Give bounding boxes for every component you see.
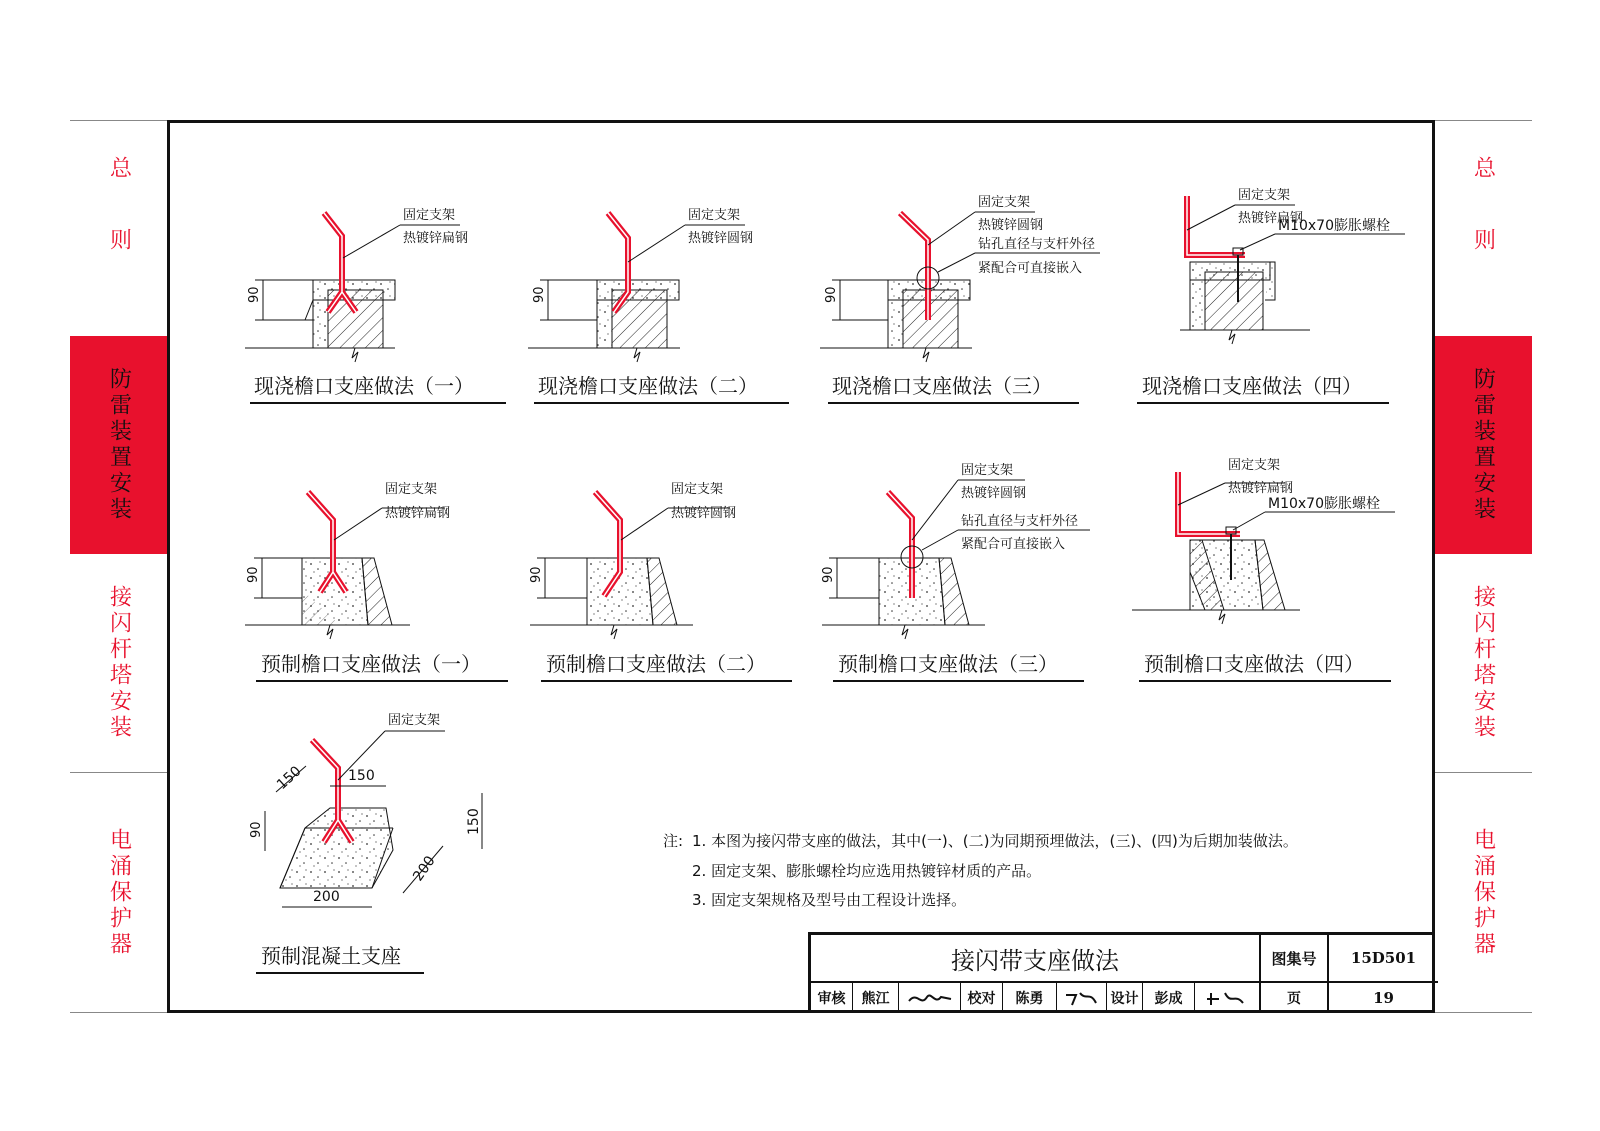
- reviewer-signature: [899, 983, 961, 1013]
- leader-line: [1187, 205, 1235, 230]
- atlas-label: 图集号: [1261, 935, 1329, 983]
- support-label: 固定支架: [978, 195, 1031, 210]
- material-label: 热镀锌扁钢: [403, 231, 469, 246]
- support-label: 固定支架: [1238, 188, 1291, 203]
- checker-name: 陈勇: [1003, 983, 1057, 1013]
- note-item: 2. 固定支架、膨胀螺栓均应选用热镀锌材质的产品。: [692, 862, 1042, 880]
- review-label: 审核: [811, 983, 853, 1013]
- detail-title: 预制檐口支座做法（二）: [546, 652, 766, 676]
- dim-text: 150: [348, 768, 375, 784]
- detail-precast-eave-4: [1132, 457, 1395, 681]
- support-label: 固定支架: [671, 482, 724, 497]
- signature-mark: [1062, 987, 1102, 1009]
- sidebar-section-label: 接闪杆塔安装: [1470, 585, 1496, 741]
- eave-concrete: [597, 300, 612, 348]
- atlas-number: 15D501: [1329, 935, 1438, 983]
- leader-line: [1233, 512, 1265, 530]
- detail-precast-eave-2: [529, 481, 792, 681]
- break-mark: [327, 625, 333, 639]
- support-label: 固定支架: [1228, 458, 1281, 473]
- break-mark: [611, 625, 617, 639]
- material-label: 热镀锌圆钢: [671, 506, 737, 521]
- note-item: 1. 本图为接闪带支座的做法，其中(一)、(二)为同期预埋做法，(三)、(四)为后期加装做法。: [692, 832, 1298, 850]
- support-label: 固定支架: [385, 482, 438, 497]
- bolt-label: M10x70膨胀螺栓: [1278, 218, 1390, 234]
- detail-cast-eave-3: [820, 194, 1100, 403]
- detail-cast-eave-2: [528, 207, 789, 403]
- notes: [663, 832, 1298, 909]
- leader-line: [922, 530, 958, 550]
- dim-text: 90: [246, 566, 261, 583]
- detail-title: 预制檐口支座做法（三）: [838, 652, 1058, 676]
- detail-title: 预制檐口支座做法（一）: [261, 652, 481, 676]
- wall-hatch: [1205, 272, 1263, 330]
- leader-line: [1240, 234, 1275, 250]
- note-label: 钻孔直径与支杆外径: [978, 237, 1096, 252]
- signature-mark: [905, 987, 955, 1009]
- material-label: 热镀锌扁钢: [385, 506, 451, 521]
- break-mark: [634, 348, 640, 362]
- leader-line: [628, 225, 685, 262]
- sidebar-section-label: 防雷装置安装: [106, 367, 132, 523]
- support-label: 固定支架: [961, 463, 1014, 478]
- page-label: 页: [1261, 983, 1329, 1013]
- material-label: 热镀锌圆钢: [961, 486, 1027, 501]
- leader-line: [912, 480, 958, 540]
- dim-text: 90: [249, 821, 264, 838]
- leader-line: [928, 212, 975, 245]
- dim-text: 150: [273, 763, 305, 793]
- support-label: 固定支架: [403, 208, 456, 223]
- notes-prefix: 注:: [663, 832, 684, 850]
- note-label: 钻孔直径与支杆外径: [961, 514, 1079, 529]
- detail-title: 现浇檐口支座做法（三）: [832, 374, 1052, 398]
- eave-concrete: [888, 300, 903, 348]
- dim-text: 200: [410, 853, 439, 885]
- sidebar-section-label: 防雷装置安装: [1470, 367, 1496, 523]
- drawing-title: 接闪带支座做法: [951, 946, 1119, 975]
- support-label: 固定支架: [388, 713, 441, 728]
- material-label: 热镀锌扁钢: [1228, 481, 1294, 496]
- material-label: 热镀锌圆钢: [978, 218, 1044, 233]
- material-label: 热镀锌扁钢: [1238, 211, 1304, 226]
- sidebar-section-label: 总则: [106, 156, 132, 300]
- leader-line: [621, 508, 668, 540]
- note-label: 紧配合可直接嵌入: [978, 261, 1083, 276]
- dim-text: 200: [313, 889, 340, 905]
- leader-line: [1178, 483, 1225, 505]
- detail-title: 预制混凝土支座: [261, 944, 401, 968]
- detail-precast-eave-1: [245, 481, 508, 681]
- sidebar-section-label: 总则: [1470, 156, 1496, 300]
- leader-line: [938, 253, 975, 272]
- note-item: 3. 固定支架规格及型号由工程设计选择。: [692, 891, 967, 909]
- detail-title: 现浇檐口支座做法（一）: [254, 374, 474, 398]
- detail-title: 现浇檐口支座做法（四）: [1142, 374, 1362, 398]
- break-mark: [902, 625, 908, 639]
- break-mark: [1229, 330, 1235, 344]
- dim-text: 90: [247, 286, 262, 303]
- sidebar-section-label: 电涌保护器: [106, 827, 132, 958]
- leader-line: [343, 225, 400, 258]
- title-block: [808, 932, 1435, 1013]
- designer-name: 彭成: [1143, 983, 1195, 1013]
- sidebar-section-label: 接闪杆塔安装: [106, 585, 132, 741]
- detail-precast-eave-3: [821, 462, 1090, 681]
- designer-signature: [1195, 983, 1261, 1013]
- checker-signature: [1057, 983, 1107, 1013]
- detail-cast-eave-4: [1137, 187, 1405, 403]
- material-label: 热镀锌圆钢: [688, 231, 754, 246]
- leader-line: [334, 508, 382, 540]
- note-label: 紧配合可直接嵌入: [961, 537, 1066, 552]
- reviewer-name: 熊江: [853, 983, 899, 1013]
- dim-text: 90: [529, 566, 544, 583]
- support-label: 固定支架: [688, 208, 741, 223]
- bolt-label: M10x70膨胀螺栓: [1268, 496, 1380, 512]
- drawing-title-cell: [811, 935, 1261, 983]
- design-label: 设计: [1107, 983, 1143, 1013]
- detail-title: 预制檐口支座做法（四）: [1144, 652, 1364, 676]
- check-label: 校对: [961, 983, 1003, 1013]
- sidebar-section-label: 电涌保护器: [1470, 827, 1496, 958]
- break-mark: [352, 348, 358, 362]
- eave-concrete: [305, 300, 328, 348]
- signature-mark: [1205, 987, 1249, 1009]
- break-mark: [923, 348, 929, 362]
- dim-text: 90: [821, 566, 836, 583]
- dim-text: 90: [532, 286, 547, 303]
- break-mark: [1219, 610, 1225, 624]
- detail-cast-eave-1: [245, 207, 506, 403]
- detail-title: 现浇檐口支座做法（二）: [538, 374, 758, 398]
- detail-precast-concrete-base: [249, 712, 482, 973]
- dim-text: 150: [466, 808, 482, 835]
- page-number: 19: [1373, 989, 1394, 1007]
- dim-text: 90: [824, 286, 839, 303]
